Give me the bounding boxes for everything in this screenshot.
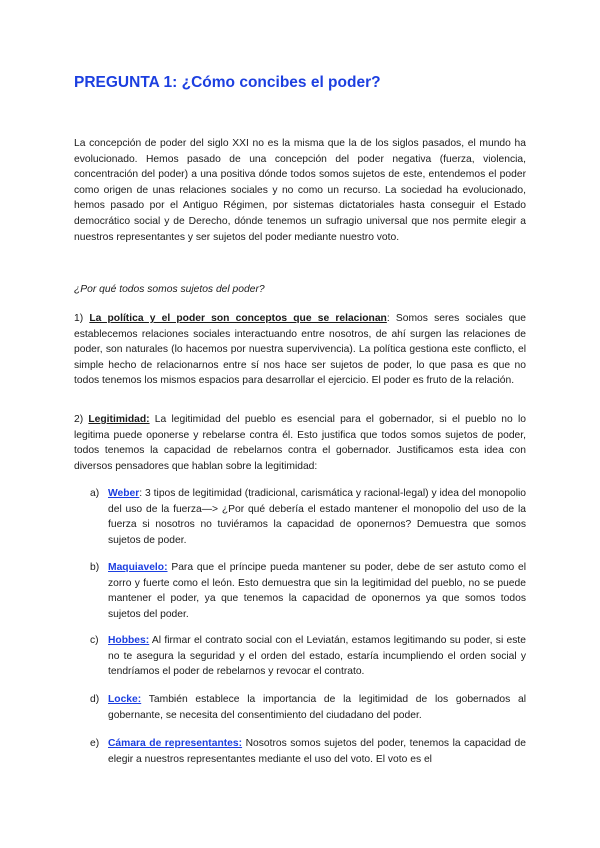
point-2-text: La legitimidad del pueblo es esencial para el gobernador, si el pueblo no lo legitima puede oponerse y rebelarse contra él. Esto justifica que todos somos sujetos de poder, todos tenemos la capacidad de rebelarnos contra el gobernador. Justificamos esta idea con diversos pensadores que hablan sobre la legitimidad: [74,414,526,472]
list-marker: e) [90,738,100,749]
list-item [90,736,526,767]
point-1-lead: La política y el poder son conceptos que se relacionan [89,313,387,324]
list-marker: d) [90,694,100,705]
thinker-name: Cámara de representantes: [108,738,243,749]
thinker-name: Weber [108,488,140,499]
list-marker: b) [90,562,100,573]
thinker-text: Para que el príncipe pueda mantener su poder, debe de ser astuto como el zorro y fuerte como el león. Esto demuestra que sin la legitimidad del pueblo, no se puede mantener el poder, ya que tenemos la capacidad de oponernos ya que somos todos sujetos del poder. [108,562,526,620]
thinker-text: Nosotros somos sujetos del poder, tenemos la capacidad de elegir a nuestros representantes mediante el uso del voto. El voto es el [108,738,526,765]
point-2-lead: Legitimidad: [88,414,150,425]
list-item [90,560,526,622]
thinker-text: También establece la importancia de la legitimidad de los gobernados al gobernante, se necesita del consentimiento del ciudadano del poder. [108,694,526,721]
thinker-name: Locke: [108,694,142,705]
page-title: PREGUNTA 1: ¿Cómo concibes el poder? [74,74,381,91]
point-2-paragraph [74,412,526,474]
thinker-name: Maquiavelo: [108,562,168,573]
point-1-paragraph [74,311,526,389]
list-item [90,633,526,680]
intro-paragraph: La concepción de poder del siglo XXI no es la misma que la de los siglos pasados, el mundo ha evolucionado. Hemos pasado de una concepción del poder negativa (fuerza, violencia, concentración del poder) a una positiva dónde todos somos sujetos de este, entendemos el poder como origen de unas relaciones sociales y no como un recurso. La sociedad ha evolucionado, hemos pasado por el Antiguo Régimen, por sistemas dictatoriales hasta conseguir el Estado democrático social y de Derecho, dónde tenemos un sufragio universal que nos permite elegir a nuestros representantes y ser sujetos del poder mediante nuestro voto. [74,138,526,243]
list-marker: c) [90,635,99,646]
section-question: ¿Por qué todos somos sujetos del poder? [74,284,265,295]
thinker-text: Al firmar el contrato social con el Leviatán, estamos legitimando su poder, si este no te asegura la seguridad y el orden del estado, estaría incumpliendo el orden social y tendríamos el poder de rebelarnos y revocar el contrato. [108,635,526,678]
point-1-text: : Somos seres sociales que establecemos relaciones sociales interactuando entre nosotros, de ahí surgen las relaciones de poder, son naturales (lo hacemos por nuestra supervivencia). La política gestiona este conflicto, el simple hecho de relacionarnos entre sí nos hace ser sujetos de poder, lo que pasa es que no todos tenemos los mismos espacios para desarrollar el ejercicio. El poder es fruto de la relación. [74,313,526,387]
list-item [90,692,526,723]
thinker-text: : 3 tipos de legitimidad (tradicional, carismática y racional-legal) y idea del monopolio del uso de la fuerza—> ¿Por qué debería el estado mantener el monopolio del uso de la fuerza si nosotros no tuviéramos la capacidad de oponernos? Demuestra que somos sujetos de poder. [108,488,526,546]
point-1-number: 1) [74,313,84,324]
list-marker: a) [90,488,100,499]
thinker-name: Hobbes: [108,635,150,646]
point-2-number: 2) [74,414,84,425]
list-item [90,486,526,548]
